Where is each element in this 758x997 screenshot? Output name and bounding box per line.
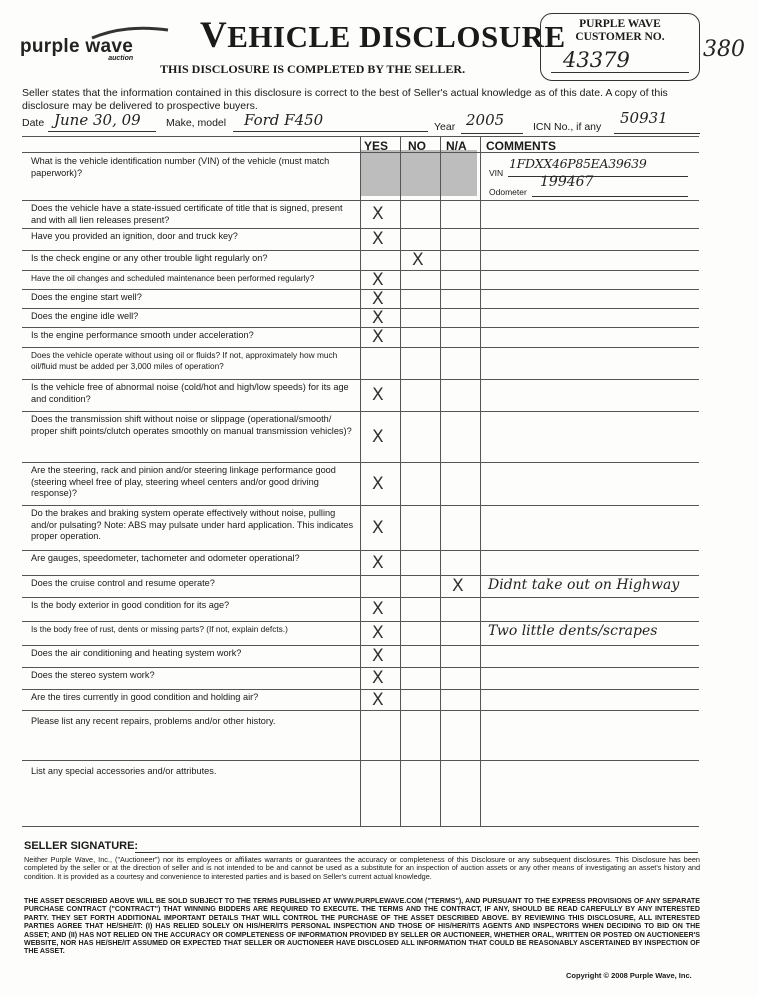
question-text: Is the check engine or any other trouble light regularly on? [31, 253, 268, 263]
disclosure-table [22, 136, 699, 826]
question-text: Please list any recent repairs, problems and/or other history. [31, 716, 276, 726]
page-title [200, 14, 566, 57]
question-text: What is the vehicle identification number (VIN) of the vehicle (must match paperwork)? [31, 156, 330, 178]
year-field[interactable]: 2005 [466, 111, 505, 129]
wave-swoosh-icon [90, 22, 170, 42]
seller-signature-label: SELLER SIGNATURE: [24, 840, 139, 852]
comment-field[interactable]: Two little dents/scrapes [488, 623, 658, 639]
answer-mark[interactable]: X [412, 250, 424, 270]
customer-label-line1: PURPLE WAVE [579, 18, 661, 30]
question-text: Is the body exterior in good condition for its age? [31, 600, 230, 610]
answer-mark[interactable]: X [372, 668, 384, 688]
icn-label: ICN No., if any [533, 121, 602, 133]
answer-mark[interactable]: X [372, 623, 384, 643]
question-text: Does the vehicle have a state-issued certificate of title that is signed, present and with all lien releases present? [31, 203, 343, 225]
question-text: Is the vehicle free of abnormal noise (cold/hot and high/low speeds) for its age and condition? [31, 382, 349, 404]
header-comments: COMMENTS [486, 139, 556, 153]
vin-field[interactable]: 1FDXX46P85EA39639 [509, 156, 647, 171]
answer-mark[interactable]: X [372, 552, 384, 573]
handwritten-margin-note: 380 [703, 37, 745, 62]
question-text: Are the steering, rack and pinion and/or steering linkage performance good (steering wheel free of play, steering wheel centers and/or good driving response)? [31, 465, 336, 498]
answer-mark[interactable]: X [372, 327, 384, 347]
answer-mark[interactable]: X [372, 204, 384, 224]
date-label: Date [22, 117, 45, 129]
shaded-vin-cells [360, 150, 477, 196]
question-text: Does the stereo system work? [31, 670, 155, 680]
copyright: Copyright © 2008 Purple Wave, Inc. [566, 971, 692, 980]
header-na: N/A [446, 139, 467, 153]
answer-mark[interactable]: X [452, 576, 464, 596]
question-text: Are gauges, speedometer, tachometer and odometer operational? [31, 553, 300, 563]
make-label: Make, model [166, 117, 227, 129]
customer-number-value[interactable]: 43379 [563, 48, 630, 72]
odometer-field[interactable]: 199467 [540, 174, 594, 190]
customer-number-box [540, 13, 700, 81]
odometer-label: Odometer [489, 187, 527, 197]
date-field[interactable]: June 30, 09 [54, 111, 141, 129]
answer-mark[interactable]: X [372, 229, 384, 249]
answer-mark[interactable]: X [372, 289, 384, 309]
answer-mark[interactable]: X [372, 689, 384, 710]
question-text: Does the vehicle operate without using oil or fluids? If not, approximately how much oil/fluid must be added per 3,000 miles of operation? [31, 350, 338, 371]
header-yes: YES [364, 139, 389, 153]
answer-mark[interactable]: X [372, 517, 384, 538]
title-rest: EHICLE DISCLOSURE [227, 19, 566, 54]
intro-statement: Seller states that the information contained in this disclosure is correct to the best of Seller's actual knowledge as of this date. A copy of this disclosure may be delivered to prospective buyers. [22, 87, 668, 112]
answer-mark[interactable]: X [372, 599, 384, 619]
customer-label [541, 18, 699, 44]
disclaimer-2: THE ASSET DESCRIBED ABOVE WILL BE SOLD SUBJECT TO THE TERMS PUBLISHED AT WWW.PURPLEWAVE.COM ("TERMS"), AND PURSUANT TO THE EXPRESS PROVISIONS OF ANY SEPARATE PURCHASE CONTRACT ("CONTRACT") THAT WINNING BIDDERS ARE REQUIRED TO EXECUTE. THE TERMS AND THE CONTRACT, IF ANY, SHOULD BE READ CAREFULLY BY ANY INTERESTED PARTY. THEY SET FORTH ADDITIONAL IMPORTANT DETAILS THAT WILL CONTROL THE PURCHASE OF THE ASSET DESCRIBED ABOVE. BY REVIEWING THIS DISCLOSURE, ALL INTERESTED PARTIES AGREE THAT HE/SHE/IT: (I) HAS RELIED SOLELY ON HIS/HER/ITS PERSONAL INSPECTION AND THOSE OF HIS/HER/ITS AGENTS AND INSPECTORS WHEN DECIDING TO BID ON THE ASSET; AND (II) HAS NOT RELIED ON THE ACCURACY OR COMPLETENESS OF INFORMATION PROVIDED BY SELLER OR AUCTIONEER, WHETHER ORAL, WRITTEN OR POSTED ON AUCTIONEER'S WEBSITE, NOR HAS HE/SHE/IT ASSUMED OR EXPECTED THAT SELLER OR AUCTIONEER HAVE DISCLOSED ALL INFORMATION THAT COULD BE REASONABLY ASCERTAINED BY INSPECTION OF THE ASSET. [24, 897, 700, 956]
question-text: Does the cruise control and resume operate? [31, 578, 215, 588]
vin-label: VIN [489, 168, 504, 178]
answer-mark[interactable]: X [372, 270, 384, 290]
title-first-letter: V [200, 15, 228, 56]
answer-mark[interactable]: X [372, 426, 384, 447]
customer-label-line2: CUSTOMER NO. [575, 31, 665, 43]
question-text: Are the tires currently in good condition and holding air? [31, 692, 259, 702]
year-label: Year [434, 121, 456, 133]
answer-mark[interactable]: X [372, 385, 384, 405]
answer-mark[interactable]: X [372, 646, 384, 666]
question-text: Does the transmission shift without noise or slippage (operational/smooth/ proper shift points/clutch operates smoothly on manual transmission vehicles)? [31, 414, 352, 436]
logo-sub: auction [108, 55, 134, 62]
header-no: NO [408, 139, 426, 153]
question-text: Does the engine idle well? [31, 311, 139, 321]
make-model-field[interactable]: Ford F450 [244, 111, 324, 129]
question-text: List any special accessories and/or attributes. [31, 766, 217, 776]
answer-mark[interactable]: X [372, 473, 384, 494]
question-text: Have you provided an ignition, door and truck key? [31, 231, 238, 241]
comment-field[interactable]: Didnt take out on Highway [488, 577, 680, 593]
question-text: Does the engine start well? [31, 292, 142, 302]
question-text: Have the oil changes and scheduled maintenance been performed regularly? [31, 273, 315, 283]
answer-mark[interactable]: X [372, 308, 384, 328]
question-text: Is the engine performance smooth under acceleration? [31, 330, 254, 340]
question-text: Is the body free of rust, dents or missing parts? (If not, explain defcts.) [31, 624, 288, 634]
icn-field[interactable]: 50931 [620, 109, 668, 127]
seller-signature-line[interactable] [135, 838, 698, 853]
logo-text: purple wave [20, 36, 134, 57]
page-subtitle: THIS DISCLOSURE IS COMPLETED BY THE SELLER. [160, 62, 466, 76]
question-text: Do the brakes and braking system operate effectively without noise, pulling and/or pulsating? Note: ABS may pulsate under hard application. This indicates proper operation. [31, 508, 354, 541]
disclaimer-1: Neither Purple Wave, Inc., ("Auctioneer") nor its employees or affiliates warrants or guarantees the accuracy or completeness of this Disclosure or any subsequent disclosures. This Disclosure has been completed by the seller or at the direction of seller and is not intended to be and cannot be used as a substitute for an inspection of auction assets or any other means of investigating an asset's history and condition. It is provided as a courtesy and convenience to interested parties and is based on Seller's current actual knowledge. [24, 855, 700, 881]
purple-wave-logo [20, 36, 134, 62]
question-text: Does the air conditioning and heating system work? [31, 648, 242, 658]
